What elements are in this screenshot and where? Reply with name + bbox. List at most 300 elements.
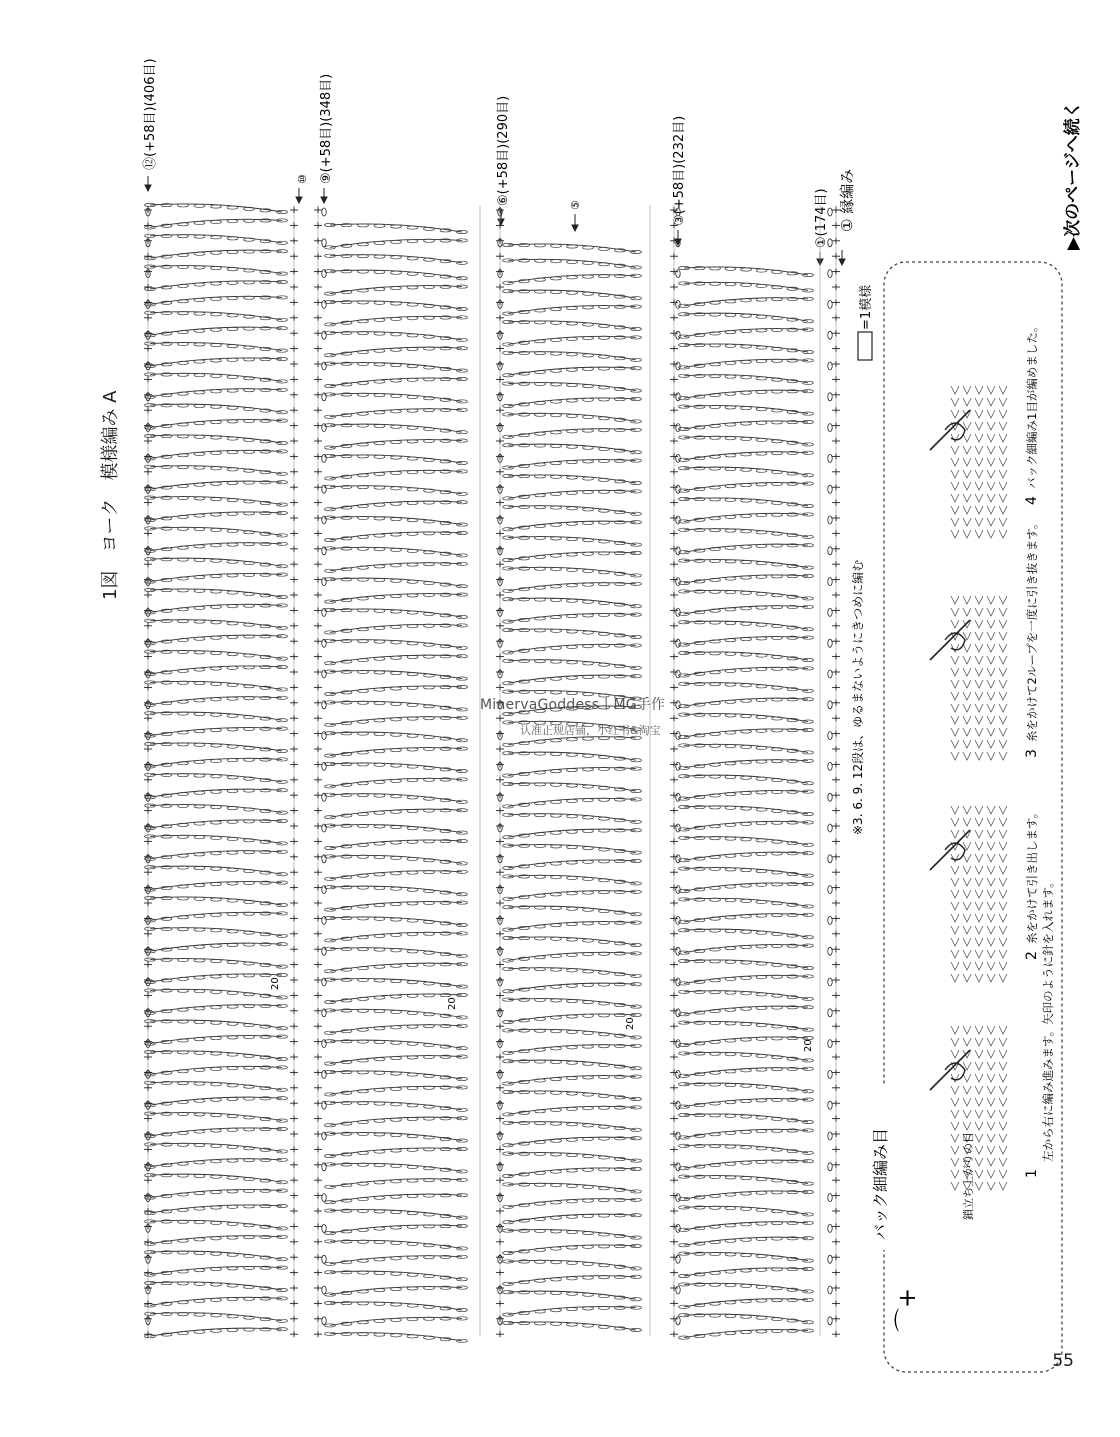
chain-bead bbox=[194, 1192, 205, 1195]
chain-bead bbox=[756, 1268, 767, 1271]
chain-bead bbox=[194, 545, 205, 548]
chain-bead bbox=[803, 843, 814, 846]
chain-bead bbox=[551, 537, 562, 540]
fabric-stitch bbox=[999, 1170, 1007, 1178]
chain-bead bbox=[583, 275, 594, 278]
chain-bead bbox=[407, 888, 418, 891]
chain-bead bbox=[391, 548, 402, 551]
fabric-stitch bbox=[963, 692, 971, 700]
chain-bead bbox=[551, 616, 562, 619]
chain-bead bbox=[551, 845, 562, 848]
chain-bead bbox=[725, 854, 736, 857]
chain-bead bbox=[227, 281, 238, 284]
chain-bead bbox=[407, 334, 418, 337]
chain-bead bbox=[567, 1046, 578, 1049]
chain-bead bbox=[374, 904, 385, 907]
chain-bead bbox=[567, 676, 578, 679]
chain-bead bbox=[227, 345, 238, 348]
chain-bead bbox=[725, 375, 736, 378]
chain-bead bbox=[374, 1133, 385, 1136]
fabric-stitch bbox=[975, 1098, 983, 1106]
chain-bead bbox=[407, 1165, 418, 1168]
chain-bead bbox=[567, 1215, 578, 1218]
fabric-stitch bbox=[963, 704, 971, 712]
fabric-stitch bbox=[987, 398, 995, 406]
chain-bead bbox=[227, 1253, 238, 1256]
chain-bead bbox=[227, 807, 238, 810]
chain-bead bbox=[756, 483, 767, 486]
chain-bead bbox=[803, 997, 814, 1000]
fabric-stitch bbox=[975, 728, 983, 736]
chain-bead bbox=[227, 375, 238, 378]
fabric-stitch bbox=[963, 938, 971, 946]
increase-mark bbox=[322, 578, 326, 586]
fabric-stitch bbox=[999, 506, 1007, 514]
chain-bead bbox=[391, 379, 402, 382]
chain-bead bbox=[407, 1042, 418, 1045]
fabric-stitch bbox=[999, 1026, 1007, 1034]
chain-bead bbox=[583, 1031, 594, 1034]
round-label-1: ①(174目) bbox=[814, 188, 829, 248]
chain-bead bbox=[407, 426, 418, 429]
chain-bead bbox=[374, 1010, 385, 1013]
increase-mark bbox=[828, 270, 832, 278]
chain-bead bbox=[194, 730, 205, 733]
fabric-stitch bbox=[987, 656, 995, 664]
chain-bead bbox=[374, 255, 385, 258]
chain-bead bbox=[756, 900, 767, 903]
chain-bead bbox=[374, 442, 385, 445]
fabric-stitch bbox=[987, 620, 995, 628]
chain-bead bbox=[325, 723, 336, 726]
chain-bead bbox=[227, 653, 238, 656]
chain-bead bbox=[551, 462, 562, 465]
chain-bead bbox=[583, 398, 594, 401]
chain-bead bbox=[227, 1190, 238, 1193]
fabric-stitch bbox=[951, 1086, 959, 1094]
chain-bead bbox=[391, 641, 402, 644]
fabric-stitch bbox=[951, 890, 959, 898]
chain-bead bbox=[756, 1006, 767, 1009]
fabric-stitch bbox=[951, 1158, 959, 1166]
fabric-stitch bbox=[963, 1122, 971, 1130]
chain-bead bbox=[211, 421, 222, 424]
chain-bead bbox=[567, 830, 578, 833]
fabric-stitch bbox=[951, 458, 959, 466]
chain-bead bbox=[567, 1107, 578, 1110]
chain-bead bbox=[227, 420, 238, 423]
chain-bead bbox=[741, 561, 752, 564]
chain-bead bbox=[391, 1010, 402, 1013]
chain-bead bbox=[194, 668, 205, 671]
fabric-stitch bbox=[999, 716, 1007, 724]
increase-mark bbox=[322, 1255, 326, 1263]
chain-bead bbox=[756, 606, 767, 609]
chain-bead bbox=[211, 852, 222, 855]
chain-bead bbox=[211, 1114, 222, 1117]
chain-bead bbox=[756, 1191, 767, 1194]
chain-bead bbox=[194, 343, 205, 346]
chain-bead bbox=[583, 1093, 594, 1096]
chain-bead bbox=[391, 610, 402, 613]
chain-bead bbox=[457, 800, 468, 803]
increase-mark bbox=[322, 208, 326, 216]
chain-bead bbox=[227, 759, 238, 762]
chain-bead bbox=[227, 728, 238, 731]
chain-bead bbox=[211, 220, 222, 223]
increase-mark bbox=[322, 547, 326, 555]
chain-bead bbox=[741, 1130, 752, 1133]
chain-bead bbox=[551, 244, 562, 247]
chain-bead bbox=[583, 877, 594, 880]
chain-bead bbox=[211, 544, 222, 547]
chain-bead bbox=[391, 779, 402, 782]
chain-bead bbox=[567, 445, 578, 448]
increase-mark bbox=[322, 978, 326, 986]
chain-bead bbox=[725, 546, 736, 549]
chain-bead bbox=[583, 491, 594, 494]
chain-bead bbox=[567, 1246, 578, 1249]
chain-bead bbox=[227, 635, 238, 638]
chain-bead bbox=[803, 628, 814, 631]
chain-bead bbox=[407, 240, 418, 243]
chain-bead bbox=[567, 846, 578, 849]
chain-bead bbox=[374, 1289, 385, 1292]
chain-bead bbox=[374, 349, 385, 352]
chain-bead bbox=[211, 836, 222, 839]
chain-bead bbox=[391, 964, 402, 967]
increase-mark bbox=[322, 762, 326, 770]
repeat-marker: 20 bbox=[270, 977, 281, 990]
chain-bead bbox=[194, 1113, 205, 1116]
chain-bead bbox=[756, 945, 767, 948]
fabric-stitch bbox=[975, 596, 983, 604]
chain-bead bbox=[551, 431, 562, 434]
chain-bead bbox=[725, 1101, 736, 1104]
fabric-stitch bbox=[999, 608, 1007, 616]
chain-bead bbox=[725, 652, 736, 655]
fabric-stitch bbox=[975, 854, 983, 862]
chain-bead bbox=[725, 621, 736, 624]
chain-bead bbox=[227, 666, 238, 669]
fabric-stitch bbox=[975, 974, 983, 982]
fabric-stitch bbox=[975, 950, 983, 958]
chain-bead bbox=[551, 1261, 562, 1264]
chain-bead bbox=[227, 268, 238, 271]
chain-bead bbox=[756, 839, 767, 842]
chain-bead bbox=[374, 873, 385, 876]
fabric-stitch bbox=[951, 668, 959, 676]
chain-bead bbox=[567, 738, 578, 741]
chain-bead bbox=[227, 574, 238, 577]
fabric-stitch bbox=[951, 914, 959, 922]
increase-mark bbox=[828, 670, 832, 678]
fabric-stitch bbox=[951, 866, 959, 874]
chain-bead bbox=[391, 1149, 402, 1152]
round-label-3: ③(+58目)(232目) bbox=[672, 115, 687, 226]
chain-bead bbox=[583, 829, 594, 832]
chain-bead bbox=[725, 1039, 736, 1042]
chain-bead bbox=[583, 521, 594, 524]
increase-mark bbox=[322, 270, 326, 278]
chain-bead bbox=[211, 205, 222, 208]
chain-bead bbox=[567, 1292, 578, 1295]
fabric-stitch bbox=[999, 950, 1007, 958]
increase-mark bbox=[828, 516, 832, 524]
chain-bead bbox=[227, 1284, 238, 1287]
chain-bead bbox=[374, 380, 385, 383]
chain-bead bbox=[756, 1037, 767, 1040]
chain-bead bbox=[211, 467, 222, 470]
fabric-stitch bbox=[951, 410, 959, 418]
fabric-stitch bbox=[951, 470, 959, 478]
chain-bead bbox=[567, 769, 578, 772]
chain-bead bbox=[227, 913, 238, 916]
chain-bead bbox=[391, 225, 402, 228]
fabric-stitch bbox=[963, 950, 971, 958]
increase-mark bbox=[828, 608, 832, 616]
fabric-stitch bbox=[987, 1050, 995, 1058]
fabric-stitch bbox=[963, 518, 971, 526]
chain-bead bbox=[374, 1071, 385, 1074]
chain-bead bbox=[741, 1115, 752, 1118]
fabric-stitch bbox=[987, 494, 995, 502]
chain-bead bbox=[756, 1068, 767, 1071]
increase-mark bbox=[322, 1317, 326, 1325]
chain-bead bbox=[741, 807, 752, 810]
fabric-stitch bbox=[951, 878, 959, 886]
chain-bead bbox=[741, 884, 752, 887]
chain-bead bbox=[725, 1193, 736, 1196]
fabric-stitch bbox=[963, 482, 971, 490]
chain-bead bbox=[211, 1037, 222, 1040]
chain-bead bbox=[551, 1278, 562, 1281]
chain-bead bbox=[741, 1192, 752, 1195]
chain-bead bbox=[407, 642, 418, 645]
chain-bead bbox=[391, 872, 402, 875]
increase-mark bbox=[676, 1286, 680, 1294]
chain-bead bbox=[194, 760, 205, 763]
increase-mark bbox=[828, 578, 832, 586]
chain-bead bbox=[407, 625, 418, 628]
fabric-stitch bbox=[951, 830, 959, 838]
chain-bead bbox=[227, 868, 238, 871]
chain-bead bbox=[194, 637, 205, 640]
fabric-stitch bbox=[963, 530, 971, 538]
chain-bead bbox=[741, 1038, 752, 1041]
chain-bead bbox=[725, 947, 736, 950]
chain-bead bbox=[407, 488, 418, 491]
chain-bead bbox=[567, 491, 578, 494]
increase-mark bbox=[322, 824, 326, 832]
fabric-stitch bbox=[951, 962, 959, 970]
chain-bead bbox=[407, 686, 418, 689]
chain-bead bbox=[756, 1285, 767, 1288]
fabric-stitch bbox=[975, 890, 983, 898]
chain-bead bbox=[725, 714, 736, 717]
chain-bead bbox=[725, 1301, 736, 1304]
chain-bead bbox=[277, 719, 288, 722]
fabric-stitch bbox=[987, 716, 995, 724]
fabric-stitch bbox=[975, 704, 983, 712]
chain-bead bbox=[211, 698, 222, 701]
chain-bead bbox=[374, 609, 385, 612]
chain-bead bbox=[211, 282, 222, 285]
chain-bead bbox=[374, 671, 385, 674]
chain-bead bbox=[551, 506, 562, 509]
chain-bead bbox=[374, 270, 385, 273]
chain-bead bbox=[211, 1083, 222, 1086]
chain-bead bbox=[374, 842, 385, 845]
chain-bead bbox=[227, 1159, 238, 1162]
chain-bead bbox=[567, 568, 578, 571]
fabric-stitch bbox=[987, 506, 995, 514]
chain-bead bbox=[756, 1160, 767, 1163]
fabric-stitch bbox=[963, 680, 971, 688]
chain-bead bbox=[756, 1330, 767, 1333]
chain-bead bbox=[725, 1070, 736, 1073]
chain-bead bbox=[567, 1169, 578, 1172]
increase-mark bbox=[676, 1317, 680, 1325]
legend-label: =1模様 bbox=[859, 284, 874, 330]
chain-bead bbox=[756, 746, 767, 749]
chain-bead bbox=[551, 924, 562, 927]
fabric-stitch bbox=[987, 422, 995, 430]
chain-bead bbox=[551, 1201, 562, 1204]
chain-bead bbox=[374, 548, 385, 551]
chain-bead bbox=[211, 621, 222, 624]
increase-mark bbox=[828, 1317, 832, 1325]
chain-bead bbox=[391, 1303, 402, 1306]
chain-bead bbox=[374, 578, 385, 581]
fabric-stitch bbox=[963, 806, 971, 814]
fabric-stitch bbox=[999, 902, 1007, 910]
chain-bead bbox=[756, 1116, 767, 1119]
fabric-stitch bbox=[987, 596, 995, 604]
fabric-stitch bbox=[975, 1182, 983, 1190]
fabric-stitch bbox=[975, 644, 983, 652]
chain-bead bbox=[741, 976, 752, 979]
continue-note: ▶次のページへ続く bbox=[1063, 101, 1083, 250]
chain-bead bbox=[391, 702, 402, 705]
increase-mark bbox=[322, 793, 326, 801]
chain-bead bbox=[211, 1206, 222, 1209]
chain-bead bbox=[756, 1147, 767, 1150]
chain-bead bbox=[741, 1284, 752, 1287]
chain-bead bbox=[741, 1161, 752, 1164]
chain-bead bbox=[725, 560, 736, 563]
chain-bead bbox=[725, 437, 736, 440]
chain-bead bbox=[725, 837, 736, 840]
chain-bead bbox=[551, 1322, 562, 1325]
chain-bead bbox=[741, 1100, 752, 1103]
chain-bead bbox=[567, 799, 578, 802]
chain-bead bbox=[391, 795, 402, 798]
fabric-stitch bbox=[963, 656, 971, 664]
chain-bead bbox=[407, 994, 418, 997]
chain-bead bbox=[551, 1230, 562, 1233]
fabric-stitch bbox=[963, 878, 971, 886]
chain-bead bbox=[407, 1273, 418, 1276]
fabric-stitch bbox=[999, 704, 1007, 712]
chain-bead bbox=[741, 992, 752, 995]
chain-bead bbox=[391, 887, 402, 890]
chain-bead bbox=[567, 322, 578, 325]
fabric-stitch bbox=[975, 818, 983, 826]
chain-bead bbox=[391, 1195, 402, 1198]
fabric-stitch bbox=[963, 926, 971, 934]
chain-bead bbox=[551, 1030, 562, 1033]
chain-bead bbox=[503, 897, 514, 900]
chain-bead bbox=[725, 806, 736, 809]
chain-bead bbox=[725, 868, 736, 871]
fabric-stitch bbox=[987, 752, 995, 760]
chain-bead bbox=[567, 538, 578, 541]
chain-bead bbox=[741, 961, 752, 964]
chain-bead bbox=[551, 1060, 562, 1063]
increase-mark bbox=[322, 454, 326, 462]
chain-bead bbox=[407, 717, 418, 720]
fabric-stitch bbox=[987, 728, 995, 736]
chain-bead bbox=[227, 1145, 238, 1148]
chain-bead bbox=[391, 1211, 402, 1214]
fabric-stitch bbox=[975, 386, 983, 394]
chain-bead bbox=[756, 1208, 767, 1211]
fabric-stitch bbox=[951, 506, 959, 514]
chain-bead bbox=[583, 922, 594, 925]
fabric-stitch bbox=[999, 668, 1007, 676]
chain-bead bbox=[567, 384, 578, 387]
chain-bead bbox=[725, 916, 736, 919]
chain-bead bbox=[583, 446, 594, 449]
fabric-stitch bbox=[999, 692, 1007, 700]
crochet-hook bbox=[930, 410, 970, 450]
chain-bead bbox=[725, 300, 736, 303]
chain-bead bbox=[583, 1293, 594, 1296]
increase-mark bbox=[828, 362, 832, 370]
chain-bead bbox=[741, 853, 752, 856]
chain-bead bbox=[741, 622, 752, 625]
repeat-marker: 20 bbox=[447, 997, 458, 1010]
chain-bead bbox=[374, 565, 385, 568]
chain-bead bbox=[374, 394, 385, 397]
chain-bead bbox=[391, 595, 402, 598]
chain-bead bbox=[227, 622, 238, 625]
chain-bead bbox=[567, 476, 578, 479]
chain-bead bbox=[583, 569, 594, 572]
chain-bead bbox=[551, 1153, 562, 1156]
chain-bead bbox=[227, 327, 238, 330]
chain-bead bbox=[551, 1047, 562, 1050]
chain-bead bbox=[725, 344, 736, 347]
chain-bead bbox=[567, 430, 578, 433]
fabric-stitch bbox=[999, 386, 1007, 394]
chain-bead bbox=[407, 1225, 418, 1228]
increase-mark bbox=[322, 1132, 326, 1140]
chain-bead bbox=[725, 283, 736, 286]
chain-bead bbox=[407, 840, 418, 843]
chain-bead bbox=[407, 809, 418, 812]
chain-bead bbox=[211, 867, 222, 870]
fabric-stitch bbox=[951, 806, 959, 814]
chain-bead bbox=[583, 1276, 594, 1279]
increase-mark bbox=[322, 362, 326, 370]
fabric-stitch bbox=[999, 1146, 1007, 1154]
increase-mark bbox=[322, 855, 326, 863]
chain-bead bbox=[741, 1069, 752, 1072]
chain-bead bbox=[725, 745, 736, 748]
chain-bead bbox=[194, 391, 205, 394]
